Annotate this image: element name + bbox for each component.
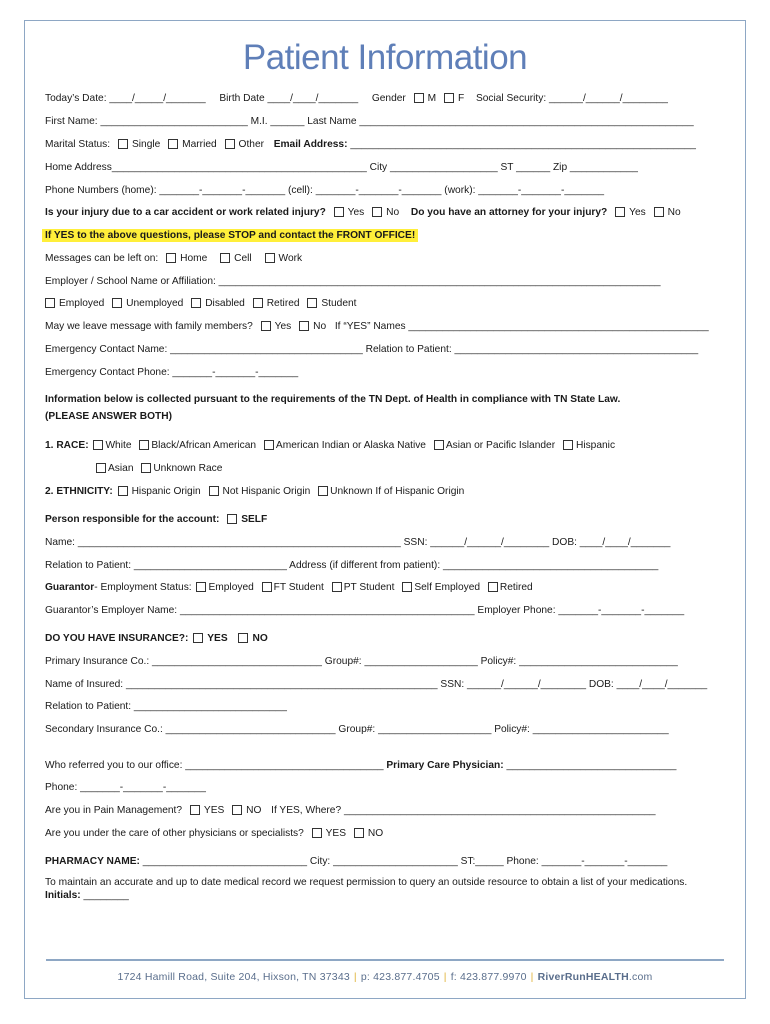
race-unknown-checkbox[interactable] [141, 463, 151, 473]
injury-question: Is your injury due to a car accident or work related injury? [45, 207, 326, 218]
footer [0, 971, 770, 983]
insurance-yes-checkbox[interactable] [193, 633, 203, 643]
race-black-checkbox[interactable] [139, 440, 149, 450]
race-hispanic-checkbox[interactable] [563, 440, 573, 450]
medication-consent [45, 876, 705, 902]
care-no-checkbox[interactable] [354, 828, 364, 838]
gender-f-label: F [458, 93, 465, 104]
gender-m-checkbox[interactable] [414, 93, 424, 103]
eth-not-hispanic-label: Not Hispanic Origin [222, 486, 311, 497]
messages-cell-label: Cell [234, 253, 252, 264]
pain-where-field[interactable]: If YES, Where? _______________________________________________________ [271, 805, 656, 816]
guar-retired-checkbox[interactable] [488, 582, 498, 592]
row-ethnicity [45, 486, 464, 498]
race-native-label: American Indian or Alaska Native [275, 440, 426, 451]
email-label: Email Address: [273, 139, 348, 150]
guar-ft-label: FT Student [273, 582, 324, 593]
pharmacy-label: PHARMACY NAME: [45, 856, 140, 867]
row-guarantor [45, 582, 533, 594]
eth-unknown-label: Unknown If of Hispanic Origin [330, 486, 465, 497]
footer-brand: RiverRunHEALTH [537, 971, 629, 983]
race-white-label: White [105, 440, 132, 451]
row-pain [45, 805, 656, 817]
race-asian-pi-checkbox[interactable] [434, 440, 444, 450]
footer-divider [46, 959, 724, 961]
initials-label: Initials: [45, 890, 81, 901]
guar-retired-label: Retired [499, 582, 533, 593]
injury-no-checkbox[interactable] [372, 207, 382, 217]
please-answer-both: (PLEASE ANSWER BOTH) [45, 411, 172, 422]
responsible-label: Person responsible for the account: [45, 514, 220, 525]
initials-field[interactable]: ________ [83, 890, 129, 901]
single-label: Single [131, 139, 161, 150]
responsible-name-row[interactable]: Name: _________________________________________________________ SSN: ______/______/________ DOB: ____/____/_______ [45, 537, 671, 548]
pcp-field[interactable]: ______________________________ [506, 760, 677, 771]
pain-question: Are you in Pain Management? [45, 805, 183, 816]
family-names-field[interactable]: If “YES” Names _____________________________________________________ [334, 321, 709, 332]
messages-work-checkbox[interactable] [265, 253, 275, 263]
pain-no-label: NO [246, 805, 262, 816]
pain-no-checkbox[interactable] [232, 805, 242, 815]
retired-checkbox[interactable] [253, 298, 263, 308]
care-question: Are you under the care of other physicians or specialists? [45, 828, 304, 839]
student-checkbox[interactable] [307, 298, 317, 308]
pain-yes-checkbox[interactable] [190, 805, 200, 815]
unemployed-label: Unemployed [126, 298, 184, 309]
family-yes-label: Yes [274, 321, 292, 332]
phone-numbers-row[interactable]: Phone Numbers (home): _______-_______-_______ (cell): _______-_______-_______ (work): _______-_______-_______ [45, 185, 605, 196]
messages-home-label: Home [180, 253, 208, 264]
employed-checkbox[interactable] [45, 298, 55, 308]
gender-label: Gender [371, 93, 406, 104]
row-race [45, 440, 615, 452]
insured-relation-row[interactable]: Relation to Patient: ___________________________ [45, 701, 287, 712]
insured-name-row[interactable]: Name of Insured: _______________________________________________________ SSN: ______/______/________ DOB: ____/____/_______ [45, 679, 708, 690]
tn-notice: Information below is collected pursuant to the requirements of the TN Dept. of Health in compliance with TN State Law. [45, 394, 621, 405]
row-employment [45, 298, 357, 310]
pain-yes-label: YES [203, 805, 225, 816]
secondary-insurance-row[interactable]: Secondary Insurance Co.: ______________________________ Group#: ____________________ Policy#: ________________________ [45, 724, 669, 735]
responsible-relation-row[interactable]: Relation to Patient: ___________________________ Address (if different from patient): ______________________________________ [45, 560, 659, 571]
todays-date-field[interactable]: Today’s Date: ____/_____/_______ [45, 93, 206, 104]
insurance-question: DO YOU HAVE INSURANCE?: [45, 633, 189, 644]
disabled-label: Disabled [205, 298, 245, 309]
employer-row[interactable]: Employer / School Name or Affiliation: ______________________________________________________________________________ [45, 276, 661, 287]
footer-phone: p: 423.877.4705 [360, 971, 440, 983]
race-unknown-label: Unknown Race [153, 463, 223, 474]
social-security-field[interactable]: Social Security: ______/______/________ [475, 93, 668, 104]
messages-home-checkbox[interactable] [166, 253, 176, 263]
retired-label: Retired [266, 298, 300, 309]
footer-separator: | [443, 971, 447, 983]
student-label: Student [321, 298, 357, 309]
messages-label: Messages can be left on: [45, 253, 159, 264]
home-address-row[interactable]: Home Address_____________________________________________ City ___________________ ST ______ Zip ____________ [45, 162, 638, 173]
family-yes-checkbox[interactable] [261, 321, 271, 331]
other-label: Other [238, 139, 265, 150]
care-yes-label: YES [325, 828, 347, 839]
eth-hispanic-checkbox[interactable] [118, 486, 128, 496]
race-asian-pi-label: Asian or Pacific Islander [445, 440, 556, 451]
row-messages [45, 253, 302, 265]
guar-employed-checkbox[interactable] [196, 582, 206, 592]
row-family-message [45, 321, 709, 333]
pharmacy-field[interactable]: _____________________________ City: ______________________ ST:_____ Phone: _______-_______-_______ [142, 856, 668, 867]
row-marital [45, 139, 696, 151]
race-native-checkbox[interactable] [264, 440, 274, 450]
responsible-self-checkbox[interactable] [227, 514, 237, 524]
guarantor-employer-row[interactable]: Guarantor’s Employer Name: ____________________________________________________ Employer Phone: _______-_______-_______ [45, 605, 685, 616]
primary-insurance-row[interactable]: Primary Insurance Co.: ______________________________ Group#: ____________________ Policy#: ____________________________ [45, 656, 678, 667]
race-label: 1. RACE: [45, 440, 89, 451]
birth-date-field[interactable]: Birth Date ____/____/_______ [219, 93, 359, 104]
row-race-2 [96, 463, 222, 475]
gender-f-checkbox[interactable] [444, 93, 454, 103]
attorney-no-checkbox[interactable] [654, 207, 664, 217]
guar-self-label: Self Employed [414, 582, 481, 593]
insurance-no-label: NO [252, 633, 268, 644]
injury-yes-checkbox[interactable] [334, 207, 344, 217]
row-dates [45, 93, 668, 105]
care-no-label: NO [367, 828, 384, 839]
race-black-label: Black/African American [151, 440, 257, 451]
form-title: Patient Information [242, 38, 528, 77]
footer-separator: | [353, 971, 357, 983]
guarantor-status-label: - Employment Status: [94, 582, 192, 593]
family-message-question: May we leave message with family members? [45, 321, 253, 332]
attorney-no-label: No [667, 207, 681, 218]
referral-phone-row[interactable]: Phone: _______-_______-_______ [45, 782, 206, 793]
single-checkbox[interactable] [118, 139, 128, 149]
email-field[interactable]: _____________________________________________________________ [350, 139, 696, 150]
pcp-label: Primary Care Physician: [386, 760, 504, 771]
footer-separator: | [530, 971, 534, 983]
race-white-checkbox[interactable] [93, 440, 103, 450]
responsible-self-label: SELF [241, 514, 268, 525]
row-referral [45, 760, 676, 772]
eth-not-hispanic-checkbox[interactable] [209, 486, 219, 496]
emergency-contact-row[interactable]: Emergency Contact Name: __________________________________ Relation to Patient: ___________________________________________ [45, 344, 699, 355]
unemployed-checkbox[interactable] [112, 298, 122, 308]
guar-self-checkbox[interactable] [402, 582, 412, 592]
family-no-checkbox[interactable] [299, 321, 309, 331]
name-field-row[interactable]: First Name: __________________________ M.I. ______ Last Name ___________________________________________________________ [45, 116, 694, 127]
stop-warning: If YES to the above questions, please STOP and contact the FRONT OFFICE! [42, 229, 418, 242]
guar-pt-label: PT Student [343, 582, 395, 593]
insurance-yes-label: YES [207, 633, 228, 644]
messages-work-label: Work [278, 253, 303, 264]
medication-consent-text: To maintain an accurate and up to date medical record we request permission to query an outside resource to obtain a list of your medications. [45, 877, 688, 888]
guar-pt-checkbox[interactable] [332, 582, 342, 592]
disabled-checkbox[interactable] [191, 298, 201, 308]
row-pharmacy [45, 856, 667, 868]
other-checkbox[interactable] [225, 139, 235, 149]
guarantor-label: Guarantor [45, 582, 95, 593]
family-no-label: No [313, 321, 327, 332]
care-yes-checkbox[interactable] [312, 828, 322, 838]
race-asian-checkbox[interactable] [96, 463, 106, 473]
guar-employed-label: Employed [208, 582, 254, 593]
attorney-question: Do you have an attorney for your injury? [410, 207, 608, 218]
insurance-no-checkbox[interactable] [238, 633, 248, 643]
married-label: Married [182, 139, 217, 150]
eth-unknown-checkbox[interactable] [318, 486, 328, 496]
ethnicity-label: 2. ETHNICITY: [45, 486, 113, 497]
marital-status-label: Marital Status: [45, 139, 111, 150]
race-hispanic-label: Hispanic [575, 440, 616, 451]
injury-no-label: No [386, 207, 400, 218]
referral-field[interactable]: Who referred you to our office: ___________________________________ [45, 760, 384, 771]
stop-warning-row [45, 230, 418, 242]
attorney-yes-label: Yes [629, 207, 646, 218]
race-asian-label: Asian [108, 463, 134, 474]
emergency-phone-row[interactable]: Emergency Contact Phone: _______-_______-_______ [45, 367, 299, 378]
injury-yes-label: Yes [347, 207, 365, 218]
married-checkbox[interactable] [168, 139, 178, 149]
attorney-yes-checkbox[interactable] [615, 207, 625, 217]
footer-fax: f: 423.877.9970 [450, 971, 527, 983]
guar-ft-checkbox[interactable] [262, 582, 272, 592]
row-care [45, 828, 383, 840]
employed-label: Employed [59, 298, 105, 309]
footer-address: 1724 Hamill Road, Suite 204, Hixson, TN 37343 [117, 971, 350, 983]
footer-brand-suffix: .com [628, 971, 653, 983]
row-responsible [45, 514, 267, 526]
gender-m-label: M [427, 93, 437, 104]
messages-cell-checkbox[interactable] [220, 253, 230, 263]
row-insurance [45, 633, 268, 645]
eth-hispanic-label: Hispanic Origin [131, 486, 201, 497]
row-injury [45, 207, 681, 219]
